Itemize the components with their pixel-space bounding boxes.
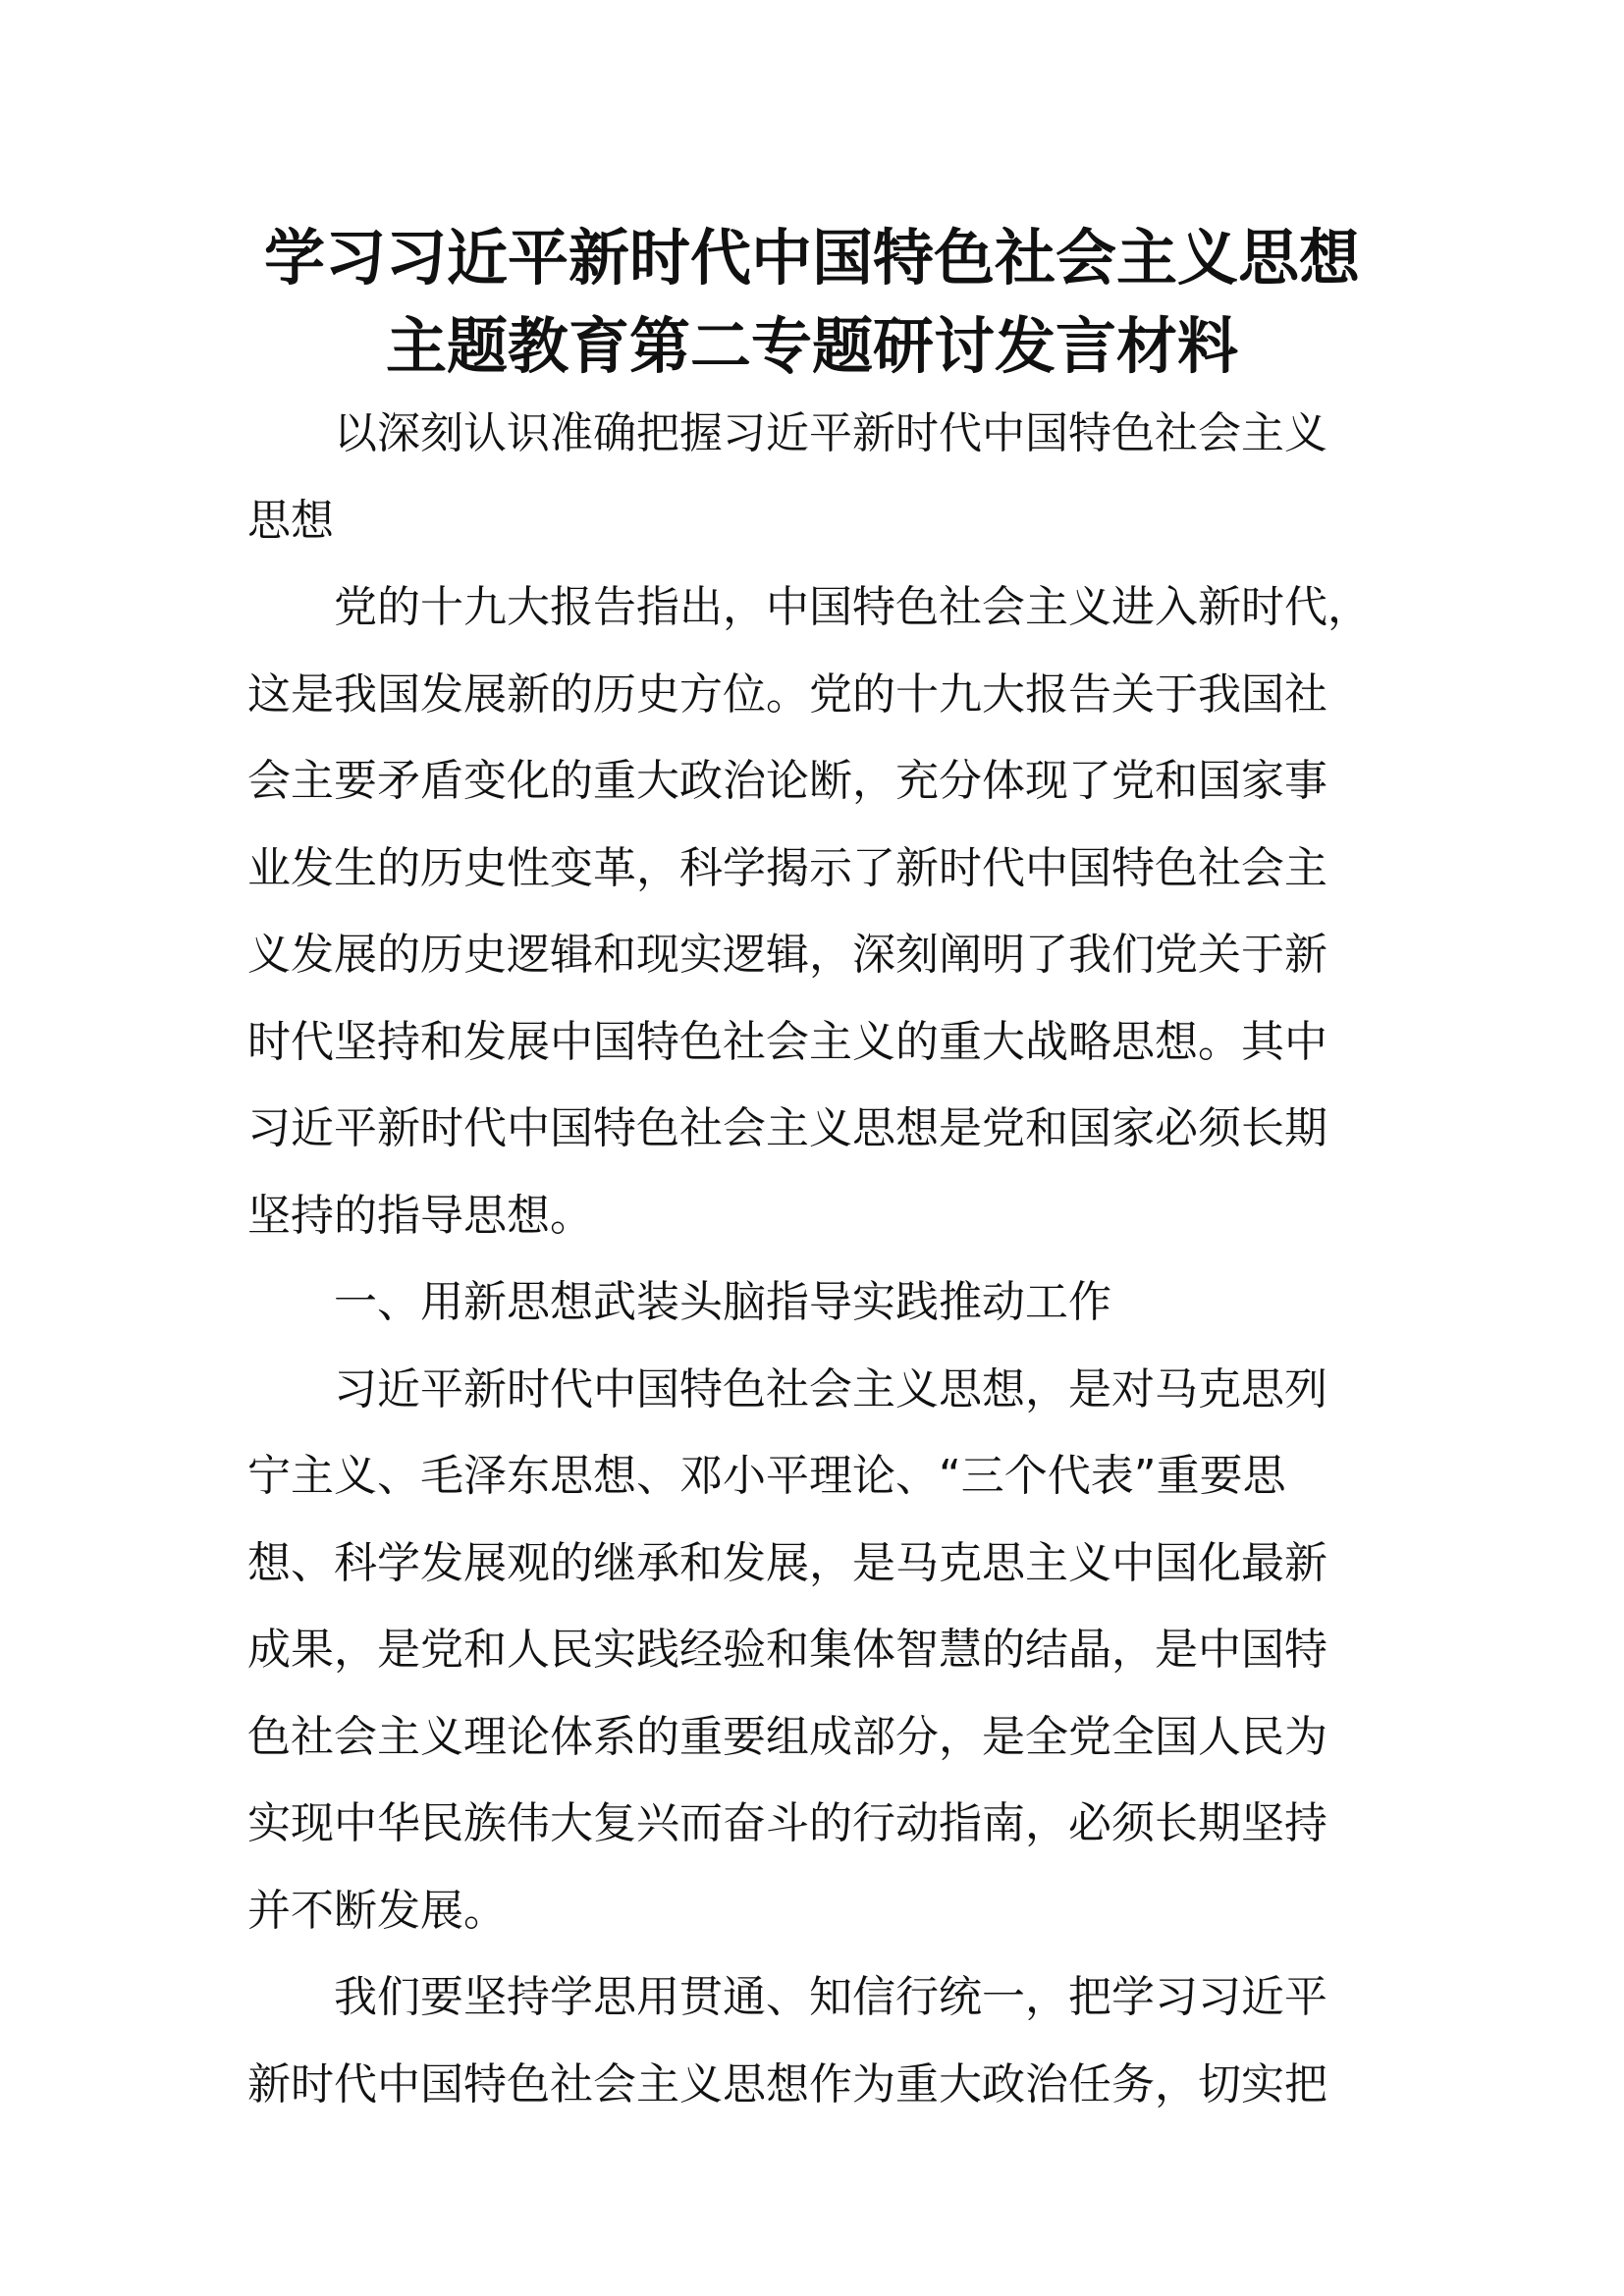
subtitle-line: 以深刻认识准确把握习近平新时代中国特色社会主义	[334, 408, 1327, 458]
paragraph-line: 义发展的历史逻辑和现实逻辑，深刻阐明了我们党关于新	[247, 930, 1327, 980]
section-1-heading	[247, 1259, 1386, 1347]
paragraph-line: 会主要矛盾变化的重大政治论断，充分体现了党和国家事	[247, 756, 1327, 806]
paragraph-line: 宁主义、毛泽东思想、邓小平理论、“三个代表”重要思	[247, 1451, 1286, 1501]
paragraph-2	[247, 1347, 1386, 1955]
paragraph-line: 色社会主义理论体系的重要组成部分，是全党全国人民为	[247, 1711, 1327, 1762]
paragraph-1	[247, 564, 1386, 1259]
paragraph-line: 坚持的指导思想。	[247, 1190, 593, 1241]
paragraph-line: 业发生的历史性变革，科学揭示了新时代中国特色社会主	[247, 842, 1327, 893]
paragraph-line: 成果，是党和人民实践经验和集体智慧的结晶，是中国特	[247, 1625, 1327, 1675]
document-body	[247, 391, 1386, 2128]
paragraph-line: 习近平新时代中国特色社会主义思想是党和国家必须长期	[247, 1103, 1327, 1153]
section-heading-text: 一、用新思想武装头脑指导实践推动工作	[334, 1277, 1111, 1327]
title-line-2: 主题教育第二专题研讨发言材料	[385, 310, 1238, 382]
paragraph-line: 习近平新时代中国特色社会主义思想，是对马克思列	[334, 1363, 1327, 1415]
paragraph-line: 想、科学发展观的继承和发展，是马克思主义中国化最新	[247, 1537, 1327, 1588]
paragraph-line: 党的十九大报告指出，中国特色社会主义进入新时代，	[334, 582, 1371, 632]
paragraph-line: 并不断发展。	[247, 1885, 507, 1936]
document-title	[245, 214, 1379, 391]
subtitle	[247, 391, 1386, 564]
paragraph-line: 新时代中国特色社会主义思想作为重大政治任务，切实把	[247, 2058, 1327, 2109]
paragraph-line: 我们要坚持学思用贯通、知信行统一，把学习习近平	[334, 1972, 1327, 2022]
title-line-1: 学习习近平新时代中国特色社会主义思想	[263, 222, 1360, 294]
paragraph-line: 实现中华民族伟大复兴而奋斗的行动指南，必须长期坚持	[247, 1798, 1327, 1848]
paragraph-3	[247, 1954, 1386, 2128]
subtitle-line: 思想	[247, 495, 334, 546]
paragraph-line: 这是我国发展新的历史方位。党的十九大报告关于我国社	[247, 668, 1327, 720]
paragraph-line: 时代坚持和发展中国特色社会主义的重大战略思想。其中	[247, 1016, 1327, 1067]
